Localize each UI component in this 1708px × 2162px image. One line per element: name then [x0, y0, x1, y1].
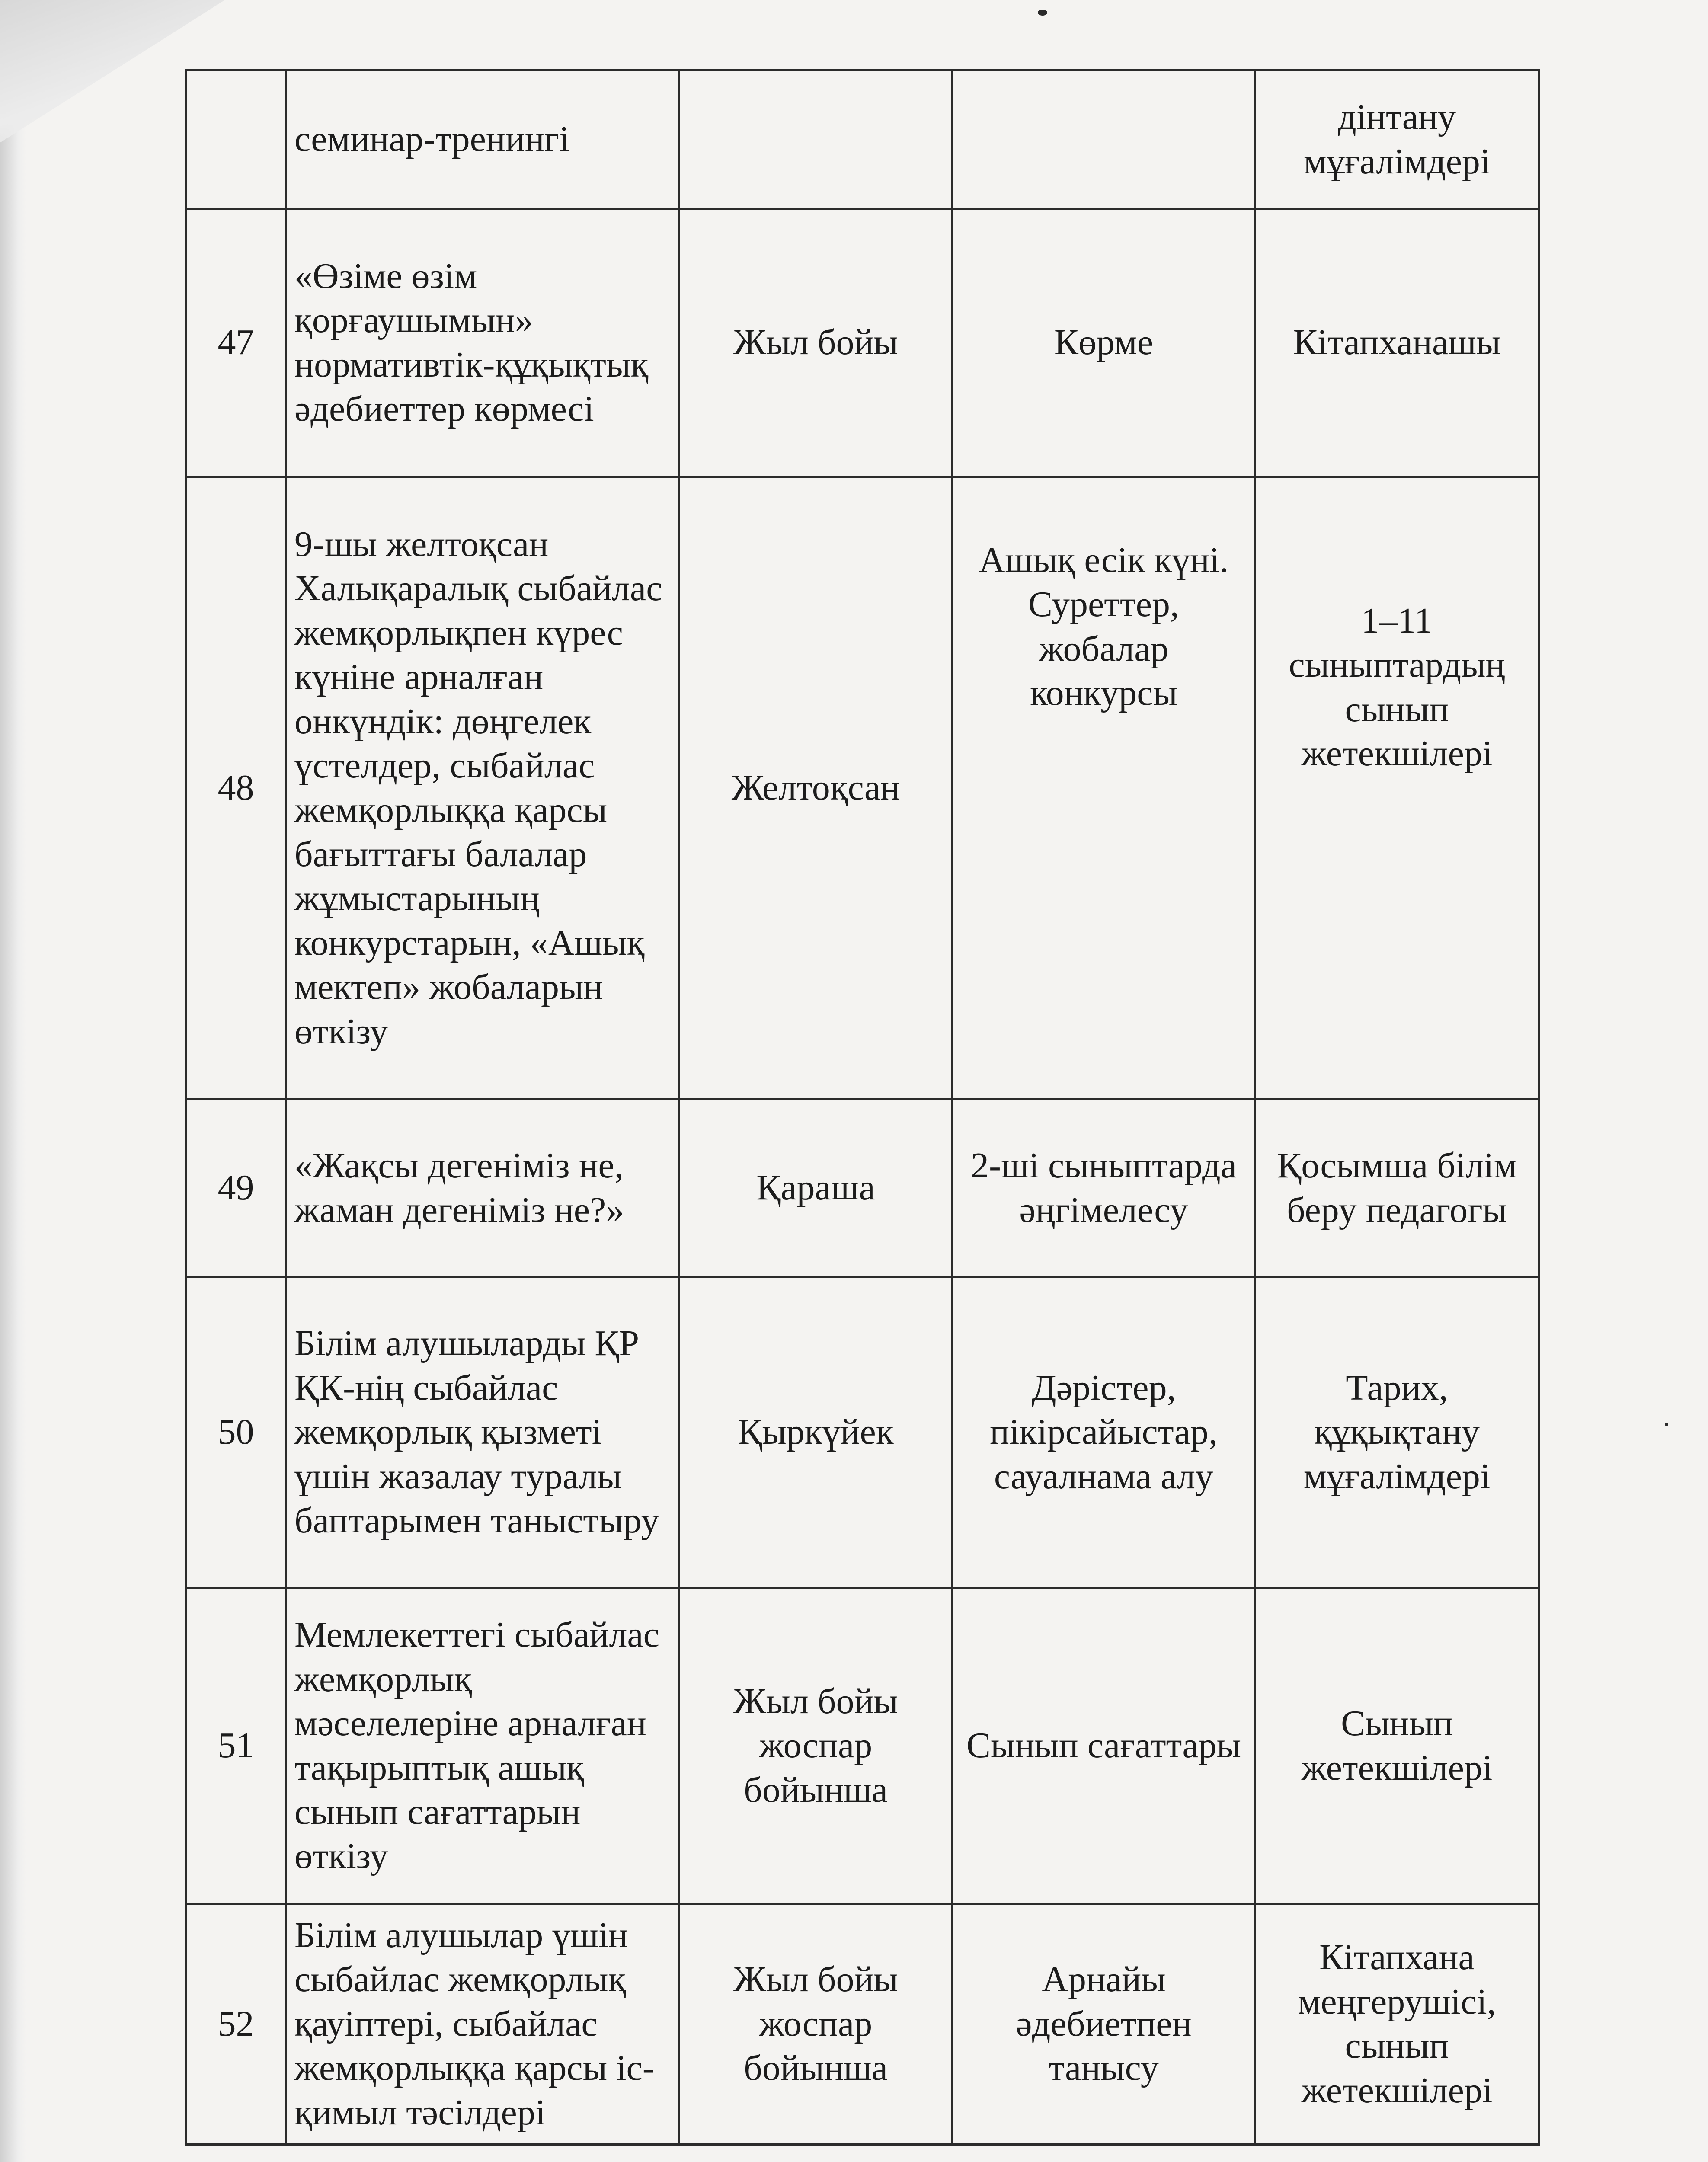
responsible-cell: Кітапхана меңгерушісі, сынып жетекшілері [1255, 1904, 1539, 2145]
responsible-cell: Қосымша білім беру педагогы [1255, 1100, 1539, 1277]
event-cell: 9-шы желтоқсан Халықаралық сыбайлас жемқорлықпен күрес күніне арналған онкүндік: дөңгелек үстелдер, сыбайлас жемқорлыққа қарсы бағыттағы балалар жұмыстарының конкурстарын, «Ашық мектеп» жобаларын өткізу [286, 477, 679, 1100]
form-cell: Арнайы әдебиетпен танысу [953, 1904, 1255, 2145]
row-number: 47 [186, 209, 286, 477]
table-row [186, 209, 1539, 477]
table-row [186, 1588, 1539, 1904]
timing-cell: Жыл бойы [679, 209, 953, 477]
event-cell: Мемлекеттегі сыбайлас жемқорлық мәселелеріне арналған тақырыптық ашық сынып сағаттарын өткізу [286, 1588, 679, 1904]
table-row [186, 1277, 1539, 1588]
table-row [186, 1100, 1539, 1277]
form-cell: Сынып сағаттары [953, 1588, 1255, 1904]
row-number [186, 70, 286, 209]
row-number: 51 [186, 1588, 286, 1904]
responsible-cell: дінтану мұғалімдері [1255, 70, 1539, 209]
event-cell: «Өзіме өзім қорғаушымын» нормативтік-құқықтық әдебиеттер көрмесі [286, 209, 679, 477]
responsible-cell: Тарих, құқықтану мұғалімдері [1255, 1277, 1539, 1588]
form-cell: 2-ші сыныптарда әңгімелесу [953, 1100, 1255, 1277]
responsible-cell: Кітапханашы [1255, 209, 1539, 477]
responsible-cell: Сынып жетекшілері [1255, 1588, 1539, 1904]
responsible-cell: 1–11 сыныптардың сынып жетекшілері [1255, 477, 1539, 1100]
scan-speck [1038, 10, 1047, 16]
table-row [186, 1904, 1539, 2145]
scan-speck [1665, 1423, 1668, 1426]
row-number: 49 [186, 1100, 286, 1277]
page-edge-shadow [0, 0, 26, 2162]
form-cell: Дәрістер, пікірсайыстар, сауалнама алу [953, 1277, 1255, 1588]
row-number: 52 [186, 1904, 286, 2145]
event-cell: Білім алушылар үшін сыбайлас жемқорлық қауіптері, сыбайлас жемқорлыққа қарсы іс-қимыл тәсілдері [286, 1904, 679, 2145]
event-cell: Білім алушыларды ҚР ҚК-нің сыбайлас жемқорлық қызметі үшін жазалау туралы баптарымен таныстыру [286, 1277, 679, 1588]
table-row [186, 477, 1539, 1100]
timing-cell: Қыркүйек [679, 1277, 953, 1588]
row-number: 48 [186, 477, 286, 1100]
form-cell [953, 70, 1255, 209]
event-plan-table [185, 69, 1540, 2146]
row-number: 50 [186, 1277, 286, 1588]
event-cell: «Жақсы дегеніміз не, жаман дегеніміз не?» [286, 1100, 679, 1277]
form-cell: Көрме [953, 209, 1255, 477]
form-cell: Ашық есік күні. Суреттер, жобалар конкурсы [953, 477, 1255, 1100]
table-row [186, 70, 1539, 209]
timing-cell [679, 70, 953, 209]
event-cell: семинар-тренингі [286, 70, 679, 209]
timing-cell: Желтоқсан [679, 477, 953, 1100]
timing-cell: Жыл бойы жоспар бойынша [679, 1588, 953, 1904]
timing-cell: Жыл бойы жоспар бойынша [679, 1904, 953, 2145]
timing-cell: Қараша [679, 1100, 953, 1277]
